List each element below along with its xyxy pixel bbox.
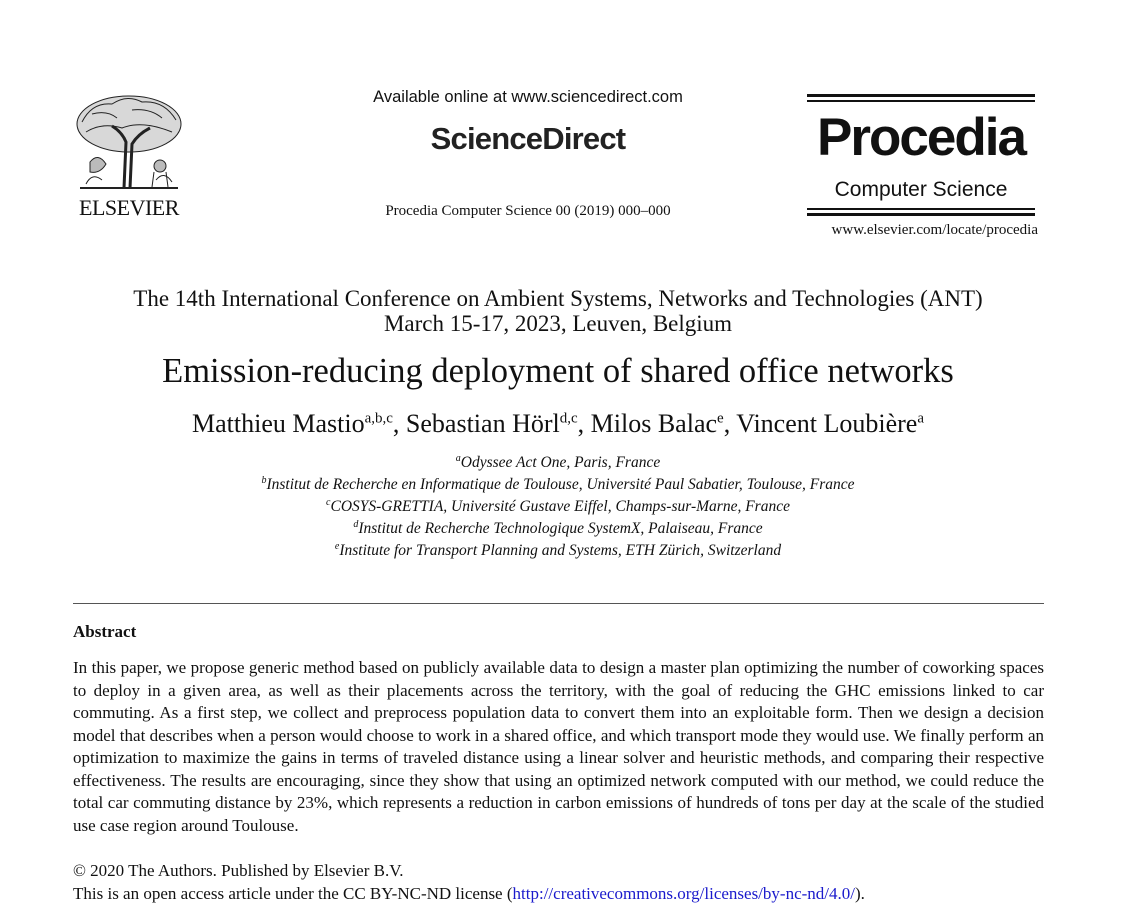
affiliation-marker: d — [353, 518, 359, 530]
license-link[interactable]: http://creativecommons.org/licenses/by-nc-nd/4.0/ — [512, 884, 855, 903]
author-list: Matthieu Mastio$^{a,b,c}$, Sebastian Hörl$^{d,c}$, Milos Balac$^e$, Vincent Loubière$^a$ — [192, 409, 924, 438]
affiliation-text: Institut de Recherche en Informatique de Toulouse, Université Paul Sabatier, Toulouse, France — [266, 476, 855, 493]
procedia-subtitle: Computer Science — [834, 178, 1008, 201]
affiliation-marker: e — [334, 540, 340, 552]
journal-url: www.elsevier.com/locate/procedia — [831, 222, 1038, 238]
author-name: Matthieu Mastio — [192, 409, 365, 438]
elsevier-tree-icon — [72, 92, 186, 192]
abstract-heading: Abstract — [73, 622, 137, 641]
affiliation-marker: c — [326, 496, 331, 508]
affiliation — [40, 542, 1076, 560]
author-affiliation-marker: e — [717, 410, 724, 427]
affiliation-text: COSYS-GRETTIA, Université Gustave Eiffel, Champs-sur-Marne, France — [330, 498, 790, 515]
license-suffix: ). — [854, 884, 865, 903]
sciencedirect-logo: ScienceDirect — [430, 121, 626, 156]
procedia-bottom-thin-rule — [807, 208, 1035, 210]
affiliation — [40, 520, 1076, 538]
journal-reference: Procedia Computer Science 00 (2019) 000–000 — [385, 203, 671, 219]
conference-name: The 14th International Conference on Ambient Systems, Networks and Technologies (ANT) — [133, 286, 983, 311]
author-name: Sebastian Hörl — [405, 409, 560, 438]
available-online-text: Available online at www.sciencedirect.com — [373, 88, 683, 106]
publisher-name: ELSEVIER — [79, 195, 179, 220]
paper-title: Emission-reducing deployment of shared office networks — [162, 352, 954, 390]
license-notice — [73, 884, 865, 904]
elsevier-logo — [72, 92, 186, 220]
procedia-logo — [807, 94, 1035, 220]
affiliation — [40, 454, 1076, 472]
affiliation — [40, 476, 1076, 494]
affiliation-text: Institute for Transport Planning and Systems, ETH Zürich, Switzerland — [339, 542, 782, 559]
author-affiliation-marker: a,b,c — [364, 410, 393, 427]
author-name: Vincent Loubière — [736, 409, 918, 438]
affiliation-marker: b — [261, 474, 267, 486]
procedia-top-rule — [807, 94, 1035, 97]
copyright-notice: © 2020 The Authors. Published by Elsevier B.V. — [73, 861, 404, 880]
author-affiliation-marker: a — [917, 410, 924, 427]
abstract-body: In this paper, we propose generic method based on publicly available data to design a master plan optimizing the number of coworking spaces to deploy in a given area, as well as their placements across the territory, with the goal of reducing the GHC emissions linked to car commuting. As a first step, we collect and preprocess population data to convert them into an exploitable form. Then we design a decision model that describes when a person would choose to work in a shared office, and which transport mode they would use. We finally perform an optimization to maximize the gains in terms of traveled distance using a linear solver and heuristic methods, and comparing their respective effectiveness. The results are encouraging, since they show that using an optimized network computed with our method, we could reduce the total car commuting distance by 23%, which represents a reduction in carbon emissions of hundreds of tons per day at the scale of the studied use case region around Toulouse. — [73, 658, 1044, 835]
procedia-wordmark: Procedia — [817, 108, 1025, 167]
affiliation-text: Institut de Recherche Technologique SystemX, Palaiseau, France — [358, 520, 763, 537]
license-prefix: This is an open access article under the CC BY-NC-ND license ( — [73, 884, 513, 903]
affiliation — [40, 498, 1076, 516]
author-affiliation-marker: d,c — [559, 410, 578, 427]
procedia-top-thin-rule — [807, 100, 1035, 102]
section-divider — [73, 603, 1044, 604]
procedia-bottom-rule — [807, 213, 1035, 216]
affiliation-text: Odyssee Act One, Paris, France — [460, 454, 661, 471]
affiliation-marker: a — [455, 452, 461, 464]
conference-date-location: March 15-17, 2023, Leuven, Belgium — [383, 311, 733, 336]
author-name: Milos Balac — [590, 409, 718, 438]
